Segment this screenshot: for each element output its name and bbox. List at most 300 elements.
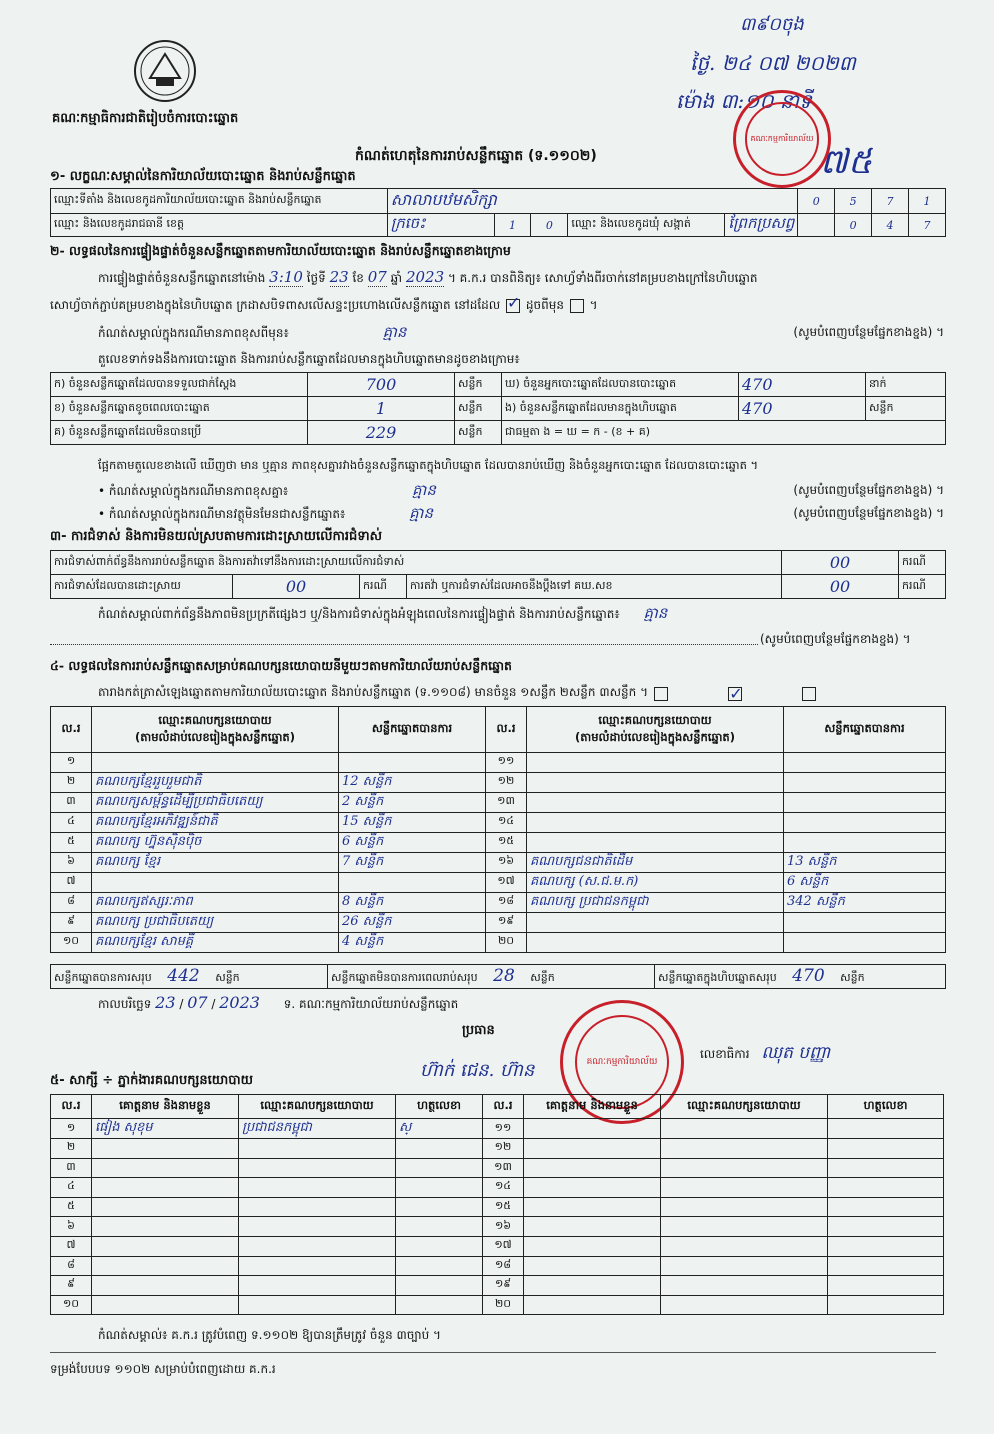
result-party-right xyxy=(527,932,784,952)
complaints-label: ការជំទាស់ពាក់ព័ន្ធនឹងការរាប់សន្លឹកឆ្នោត និងការតវ៉ាទៅនឹងការដោះស្រាយលើការជំទាស់ xyxy=(51,551,782,575)
location-code-4: 1 xyxy=(909,189,946,214)
result-votes-left: 2 សន្លឹក xyxy=(339,792,486,812)
result-votes-right xyxy=(784,812,946,832)
section-4-heading: ៤- លទ្ធផលនៃការរាប់សន្លឹកឆ្នោតសម្រាប់គណបក្សនយោបាយនីមួយៗតាមការិយាល័យរាប់សន្លឹកឆ្នោត xyxy=(50,658,512,673)
complaints-table xyxy=(50,550,946,599)
witness-row xyxy=(51,1236,944,1256)
witness-party-left: ប្រជាជនកម្ពុជា xyxy=(239,1119,396,1139)
results-row xyxy=(51,912,946,932)
commune-code-blank xyxy=(798,214,835,237)
result-party-left: គណបក្សសម្ព័ន្ធដើម្បីប្រជាធិបតេយ្យ xyxy=(92,792,339,812)
results-col-party-left xyxy=(92,707,339,753)
witness-party-right xyxy=(661,1295,828,1315)
result-votes-left: 8 សន្លឹក xyxy=(339,892,486,912)
fig-g-label: គ) ចំនួនសន្លឹកឆ្នោតដែលមិនបានប្រើ xyxy=(51,421,308,445)
verify-month: 07 xyxy=(367,268,387,286)
results-col-party-right xyxy=(527,707,784,753)
witness-name-right xyxy=(524,1178,661,1198)
witness-row xyxy=(51,1276,944,1296)
difference-note-label: កំណត់សម្គាល់ក្នុងករណីមានភាពខុសពីមុន៖ xyxy=(98,326,289,340)
witness-name-right xyxy=(524,1197,661,1217)
province-value: ក្រចេះ xyxy=(387,214,494,237)
fig-ng-unit: សន្លឹក xyxy=(866,397,946,421)
witness-row xyxy=(51,1139,944,1159)
president-title: ប្រធាន xyxy=(462,1023,495,1038)
witness-sig-right xyxy=(828,1139,944,1159)
results-row xyxy=(51,852,946,872)
signing-committee: ទ. គណៈកម្មការិយាល័យរាប់សន្លឹកឆ្នោត xyxy=(283,997,459,1011)
result-no-right: ១៨ xyxy=(486,892,527,912)
witness-no-right: ១៦ xyxy=(483,1217,524,1237)
witness-party-left xyxy=(239,1236,396,1256)
witness-no-right: ១៨ xyxy=(483,1256,524,1276)
witness-row xyxy=(51,1158,944,1178)
result-party-right xyxy=(527,772,784,792)
results-row xyxy=(51,892,946,912)
fig-gh-label: ឃ) ចំនួនអ្នកបោះឆ្នោតដែលបានបោះឆ្នោត xyxy=(502,373,739,397)
fig-k-value: 700 xyxy=(308,373,455,397)
verify-year: 2023 xyxy=(405,268,445,286)
witness-party-right xyxy=(661,1236,828,1256)
resolved-value: 00 xyxy=(233,575,360,599)
fig-formula: ជាធម្មតា ង = ឃ = ក - (ខ + គ) xyxy=(502,421,946,445)
witness-no-right: ១៥ xyxy=(483,1197,524,1217)
results-totals xyxy=(50,964,946,989)
footer-divider xyxy=(50,1352,936,1353)
comparison-text: ផ្អែកតាមតួលេខខាងលើ ឃើញថា មាន ឬគ្មាន ភាពខុសគ្នារវាងចំនួនសន្លឹកឆ្នោតក្នុងហិបឆ្នោត ដែលបានរាប់ឃើញ និងចំនួនអ្នកបោះឆ្នោត ដែលបានបោះឆ្នោត ។ xyxy=(98,458,759,472)
witness-no-left: ៥ xyxy=(51,1197,92,1217)
fig-kh-value: 1 xyxy=(308,397,455,421)
result-votes-left: 12 សន្លឹក xyxy=(339,772,486,792)
witness-col-name-right: គោត្តនាម និងនាមខ្លួន xyxy=(524,1095,661,1119)
witness-no-left: ១០ xyxy=(51,1295,92,1315)
result-votes-right xyxy=(784,772,946,792)
appeal-label: ការតវ៉ា ឬការជំទាស់ដែលអាចនឹងប្តឹងទៅ គឃ.សខ xyxy=(407,575,782,599)
result-party-left: គណបក្សខ្មែរ សាមគ្គី xyxy=(92,932,339,952)
total-box xyxy=(655,965,946,989)
result-no-left: ៥ xyxy=(51,832,92,852)
complaints-case: ករណី xyxy=(899,551,946,575)
date-line: កាលបរិច្ឆេទ 23 / 07 / 2023 ទ. គណៈកម្មការិយាល័យរាប់សន្លឹកឆ្នោត xyxy=(98,993,459,1012)
commune-label: ឈ្មោះ និងលេខកូដឃុំ សង្កាត់ xyxy=(568,214,725,237)
total-valid-label: សន្លឹកឆ្នោតបានការសរុប xyxy=(54,971,152,984)
results-col-votes-right: សន្លឹកឆ្នោតបានការ xyxy=(784,707,946,753)
witness-no-left: ១ xyxy=(51,1119,92,1139)
witness-name-right xyxy=(524,1276,661,1296)
results-col-votes-left: សន្លឹកឆ្នោតបានការ xyxy=(339,707,486,753)
same-label: ដូចពីមុន xyxy=(525,298,564,312)
witness-name-left xyxy=(92,1236,239,1256)
tally-intro: តារាងកត់ត្រាសំឡេងឆ្នោតតាមការិយាល័យបោះឆ្នោត និងរាប់សន្លឹកឆ្នោត (ទ.១១០៨) មានចំនួន ១សន្លឹក ២សន្លឹក ៣សន្លឹក ។ xyxy=(98,685,648,699)
result-no-right: ២០ xyxy=(486,932,527,952)
witness-col-name-left: គោត្តនាម និងនាមខ្លួន xyxy=(92,1095,239,1119)
result-votes-right xyxy=(784,792,946,812)
witness-no-left: ៨ xyxy=(51,1256,92,1276)
witness-name-left xyxy=(92,1197,239,1217)
result-party-right xyxy=(527,753,784,773)
result-no-left: ៨ xyxy=(51,892,92,912)
results-col-no-left: ល.រ xyxy=(51,707,92,753)
witness-no-left: ៣ xyxy=(51,1158,92,1178)
witness-party-left xyxy=(239,1295,396,1315)
witness-sig-right xyxy=(828,1276,944,1296)
handwriting-note-1: ៣៩០ចុង xyxy=(740,14,804,35)
witness-no-right: ១៤ xyxy=(483,1178,524,1198)
result-party-right xyxy=(527,792,784,812)
results-row xyxy=(51,753,946,773)
bullet-foreign xyxy=(98,506,944,521)
result-party-left xyxy=(92,753,339,773)
section-3-heading: ៣- ការជំទាស់ និងការមិនយល់ស្របតាមការដោះស្រាយលើការជំទាស់ xyxy=(50,529,382,544)
result-no-right: ១៦ xyxy=(486,852,527,872)
witness-sig-left xyxy=(396,1178,483,1198)
date-year: 2023 xyxy=(219,993,260,1012)
result-votes-right xyxy=(784,912,946,932)
result-votes-right xyxy=(784,832,946,852)
location-code-1: 0 xyxy=(798,189,835,214)
witness-sig-left: ស្ xyxy=(396,1119,483,1139)
result-party-right: គណបក្ស ប្រជាជនកម្ពុជា xyxy=(527,892,784,912)
witness-no-left: ៤ xyxy=(51,1178,92,1198)
result-no-left: ២ xyxy=(51,772,92,792)
results-col-party-right-sub: (តាមលំដាប់លេខរៀងក្នុងសន្លឹកឆ្នោត) xyxy=(575,729,735,744)
witness-sig-right xyxy=(828,1217,944,1237)
witness-no-right: ២០ xyxy=(483,1295,524,1315)
secretary-name: ឈុត បញ្ញា xyxy=(761,1043,831,1063)
fig-g-unit: សន្លឹក xyxy=(455,421,502,445)
total-box-value: 470 xyxy=(792,966,825,986)
verify-year-label: ឆ្នាំ xyxy=(390,271,403,285)
witness-sig-right xyxy=(828,1158,944,1178)
fig-gh-value: 470 xyxy=(739,373,866,397)
results-col-party-left-sub: (តាមលំដាប់លេខរៀងក្នុងសន្លឹកឆ្នោត) xyxy=(135,729,295,744)
bullet-foreign-label: • កំណត់សម្គាល់ក្នុងករណីមានវត្ថុមិនមែនជាសន្លឹកឆ្នោត៖ xyxy=(98,507,346,521)
result-party-right xyxy=(527,812,784,832)
witness-party-left xyxy=(239,1139,396,1159)
results-col-party-right-title: ឈ្មោះគណបក្សនយោបាយ xyxy=(598,712,712,727)
witness-row xyxy=(51,1217,944,1237)
total-invalid-unit: សន្លឹក xyxy=(530,971,555,984)
result-no-right: ១៣ xyxy=(486,792,527,812)
witness-col-party-right: ឈ្មោះគណបក្សនយោបាយ xyxy=(661,1095,828,1119)
witness-no-right: ១៧ xyxy=(483,1236,524,1256)
witness-party-right xyxy=(661,1197,828,1217)
verify-month-label: ខែ xyxy=(352,271,364,285)
result-party-right xyxy=(527,912,784,932)
province-label: ឈ្មោះ និងលេខកូដរាជធានី ខេត្ត xyxy=(51,214,388,237)
result-party-right: គណបក្សជនជាតិដើម xyxy=(527,852,784,872)
witness-no-left: ៦ xyxy=(51,1217,92,1237)
witness-no-right: ១២ xyxy=(483,1139,524,1159)
bullet-difference-hint: (សូមបំពេញបន្ថែមផ្នែកខាងខ្នង) ។ xyxy=(793,483,944,497)
results-row xyxy=(51,792,946,812)
witness-col-no-right: ល.រ xyxy=(483,1095,524,1119)
result-votes-left xyxy=(339,872,486,892)
results-col-party-left-title: ឈ្មោះគណបក្សនយោបាយ xyxy=(158,712,272,727)
witness-sig-right xyxy=(828,1197,944,1217)
witness-name-right xyxy=(524,1158,661,1178)
witness-party-left xyxy=(239,1197,396,1217)
difference-note xyxy=(98,325,944,340)
result-no-right: ១១ xyxy=(486,753,527,773)
result-no-right: ១៤ xyxy=(486,812,527,832)
witness-party-right xyxy=(661,1119,828,1139)
witness-party-right xyxy=(661,1276,828,1296)
secretary-label: លេខាធិការ xyxy=(700,1047,750,1061)
result-votes-right: 6 សន្លឹក xyxy=(784,872,946,892)
witness-name-left xyxy=(92,1158,239,1178)
result-votes-right xyxy=(784,932,946,952)
section-2-heading: ២- លទ្ធផលនៃការផ្ទៀងផ្ទាត់ចំនួនសន្លឹកឆ្នោតតាមការិយាល័យបោះឆ្នោត និងរាប់សន្លឹកឆ្នោតខាងក្រោម xyxy=(50,243,511,258)
result-votes-right: 342 សន្លឹក xyxy=(784,892,946,912)
witness-no-right: ១៩ xyxy=(483,1276,524,1296)
witness-name-left xyxy=(92,1256,239,1276)
witness-col-sig-right: ហត្ថលេខា xyxy=(828,1095,944,1119)
fig-gh-unit: នាក់ xyxy=(866,373,946,397)
result-votes-left: 7 សន្លឹក xyxy=(339,852,486,872)
total-valid-unit: សន្លឹក xyxy=(215,971,240,984)
witness-name-left xyxy=(92,1295,239,1315)
bullet-foreign-value: គ្មាន xyxy=(409,504,433,522)
witness-party-left xyxy=(239,1256,396,1276)
result-no-right: ១៩ xyxy=(486,912,527,932)
witness-party-right xyxy=(661,1139,828,1159)
result-party-left: គណបក្ស ប្រជាធិបតេយ្យ xyxy=(92,912,339,932)
location-code-2: 5 xyxy=(835,189,872,214)
witness-col-sig-left: ហត្ថលេខា xyxy=(396,1095,483,1119)
witness-name-left xyxy=(92,1276,239,1296)
result-votes-left: 15 សន្លឹក xyxy=(339,812,486,832)
tally-checkboxes xyxy=(652,683,818,702)
verify-time: 3:10 xyxy=(269,268,303,286)
witness-no-right: ១១ xyxy=(483,1119,524,1139)
figures-intro: តួលេខទាក់ទងនឹងការបោះឆ្នោត និងការរាប់សន្លឹកឆ្នោតដែលមានក្នុងហិបឆ្នោតមានដូចខាងក្រោម៖ xyxy=(98,352,520,366)
resolved-case: ករណី xyxy=(360,575,407,599)
witness-party-right xyxy=(661,1178,828,1198)
witness-row xyxy=(51,1178,944,1198)
witness-party-left xyxy=(239,1217,396,1237)
verify-time-label: ការផ្ទៀងផ្ទាត់ចំនួនសន្លឹកឆ្នោតនៅម៉ោង xyxy=(98,271,266,285)
bullet-foreign-hint: (សូមបំពេញបន្ថែមផ្នែកខាងខ្នង) ។ xyxy=(793,506,944,520)
secretary xyxy=(700,1043,831,1063)
handwriting-note-2: ថ្ងៃ. ២៤ ០៧ ២០២៣ xyxy=(690,51,856,75)
result-party-left: គណបក្សខ្មែរអភិវឌ្ឍន៍ជាតិ xyxy=(92,812,339,832)
total-invalid xyxy=(328,965,655,989)
total-valid xyxy=(51,965,328,989)
footer-note: កំណត់សម្គាល់៖ គ.ក.រ ត្រូវបំពេញ ទ.១១០២ ឱ្យបានត្រឹមត្រូវ ចំនួន ៣ច្បាប់ ។ xyxy=(98,1328,441,1342)
witness-name-left: ផៀង សុខុម xyxy=(92,1119,239,1139)
witness-name-right xyxy=(524,1256,661,1276)
result-no-left: ៣ xyxy=(51,792,92,812)
witness-col-no-left: ល.រ xyxy=(51,1095,92,1119)
result-no-right: ១២ xyxy=(486,772,527,792)
witness-name-right xyxy=(524,1217,661,1237)
witness-no-left: ៧ xyxy=(51,1236,92,1256)
checkbox-2-sheets[interactable]: ✓ xyxy=(729,683,743,703)
witness-name-right xyxy=(524,1139,661,1159)
total-box-unit: សន្លឹក xyxy=(840,971,865,984)
witness-sig-right xyxy=(828,1119,944,1139)
committee-name: គណៈកម្មាធិការជាតិរៀបចំការបោះឆ្នោត xyxy=(52,111,239,126)
witness-no-right: ១៣ xyxy=(483,1158,524,1178)
result-party-right: គណបក្ស (ស.ជ.ម.ក) xyxy=(527,872,784,892)
page-title: កំណត់ហេតុនៃការរាប់សន្លឹកឆ្នោត (ទ.១១០២) xyxy=(355,148,597,164)
result-no-left: ៩ xyxy=(51,912,92,932)
commune-value: ព្រែកប្រសព្វ xyxy=(725,214,798,237)
witness-no-left: ២ xyxy=(51,1139,92,1159)
witness-sig-left xyxy=(396,1236,483,1256)
date-label: កាលបរិច្ឆេទ xyxy=(98,997,152,1011)
commune-code-3: 7 xyxy=(909,214,946,237)
official-stamp-bottom: គណៈកម្មការិយាល័យ xyxy=(560,1000,684,1124)
checkbox-same[interactable]: ✓ xyxy=(507,292,521,312)
witness-sig-right xyxy=(828,1295,944,1315)
irregularity-note-label: កំណត់សម្គាល់ពាក់ព័ន្ធនឹងភាពមិនប្រក្រតីផ្សេងៗ ឬ/និងការជំទាស់ក្នុងអំឡុងពេលនៃការផ្ទៀងផ្ទាត់ និងការរាប់សន្លឹកឆ្នោត៖ xyxy=(98,607,620,621)
verify-day: 23 xyxy=(329,268,349,286)
checkbox-1-sheet[interactable] xyxy=(654,687,668,701)
witness-sig-left xyxy=(396,1139,483,1159)
witness-party-left xyxy=(239,1178,396,1198)
witness-col-party-left: ឈ្មោះគណបក្សនយោបាយ xyxy=(239,1095,396,1119)
verification-line-2: សោហ្វ័ចាក់ភ្ជាប់គម្របខាងក្នុងនៃហិបឆ្នោត ក្រដាសបិទពាសលើសន្ទះប្រហោងលើសន្លឹកឆ្នោត នៅដដែល ✓ ដូចពីមុន ។ xyxy=(50,292,598,312)
bullet-difference-label: • កំណត់សម្គាល់ក្នុងករណីមានភាពខុសគ្នា៖ xyxy=(98,484,289,498)
section-5-heading: ៥- សាក្សី ÷ ភ្នាក់ងារគណបក្សនយោបាយ xyxy=(50,1073,253,1088)
results-col-no-right: ល.រ xyxy=(486,707,527,753)
total-valid-value: 442 xyxy=(167,966,200,986)
witness-row xyxy=(51,1197,944,1217)
fig-kh-unit: សន្លឹក xyxy=(455,397,502,421)
commune-code-2: 4 xyxy=(872,214,909,237)
official-stamp-top: គណៈកម្មការិយាល័យ xyxy=(733,90,831,188)
witness-sig-left xyxy=(396,1158,483,1178)
result-votes-right: 13 សន្លឹក xyxy=(784,852,946,872)
date-day: 23 xyxy=(155,993,176,1012)
total-invalid-value: 28 xyxy=(493,966,515,986)
witness-name-left xyxy=(92,1217,239,1237)
fig-ng-value: 470 xyxy=(739,397,866,421)
witness-sig-left xyxy=(396,1197,483,1217)
president-name: ហ៊ាក់ ជេន. ហ៊ាន xyxy=(420,1060,535,1081)
verification-line-1 xyxy=(98,270,758,285)
result-no-right: ១៧ xyxy=(486,872,527,892)
appeal-case: ករណី xyxy=(899,575,946,599)
total-box-label: សន្លឹកឆ្នោតក្នុងហិបឆ្នោតសរុប xyxy=(658,971,777,984)
resolved-label: ការជំទាស់ដែលបានដោះស្រាយ xyxy=(51,575,233,599)
irregularity-hint: (សូមបំពេញបន្ថែមផ្នែកខាងខ្នង) ។ xyxy=(760,632,911,646)
result-votes-right xyxy=(784,753,946,773)
witness-no-left: ៩ xyxy=(51,1276,92,1296)
result-no-left: ១ xyxy=(51,753,92,773)
witness-party-left xyxy=(239,1276,396,1296)
total-invalid-label: សន្លឹកឆ្នោតមិនបានការពេលរាប់សរុប xyxy=(331,971,478,984)
results-row xyxy=(51,772,946,792)
results-row xyxy=(51,832,946,852)
irregularity-note xyxy=(98,606,667,621)
witness-sig-left xyxy=(396,1256,483,1276)
witness-party-right xyxy=(661,1217,828,1237)
checkbox-3-sheets[interactable] xyxy=(802,687,816,701)
fig-k-label: ក) ចំនួនសន្លឹកឆ្នោតដែលបានទទួលជាក់ស្តែង xyxy=(51,373,308,397)
witness-sig-right xyxy=(828,1236,944,1256)
result-votes-left: 6 សន្លឹក xyxy=(339,832,486,852)
location-value: សាលាបឋមសិក្សា xyxy=(387,189,798,214)
witness-sig-left xyxy=(396,1276,483,1296)
witness-party-right xyxy=(661,1158,828,1178)
witness-name-left xyxy=(92,1139,239,1159)
handwriting-note-3: ម៉ោង ៣:១០ នាទី xyxy=(676,89,812,113)
witness-sig-right xyxy=(828,1256,944,1276)
province-code-2: 0 xyxy=(531,214,568,237)
results-table xyxy=(50,706,946,953)
verify-text: ។ គ.ក.រ បានពិនិត្យ៖ សោហ្វ័ទាំងពីរចាក់នៅគម្របខាងក្រៅនៃហិបឆ្នោត xyxy=(447,271,758,285)
result-party-left: គណបក្ស ហ្វ៊ុនស៊ិនប៉ិច xyxy=(92,832,339,852)
figures-table xyxy=(50,372,946,445)
section-1-table xyxy=(50,188,946,237)
appeal-value: 00 xyxy=(782,575,899,599)
results-row xyxy=(51,872,946,892)
handwriting-note-4: ៧៥ xyxy=(820,142,872,182)
result-no-left: ១០ xyxy=(51,932,92,952)
irregularity-dotted-line xyxy=(50,644,758,645)
location-code-3: 7 xyxy=(872,189,909,214)
witness-name-right xyxy=(524,1236,661,1256)
bullet-difference-value: គ្មាន xyxy=(412,481,436,499)
verify-day-label: ថ្ងៃទី xyxy=(306,271,326,285)
footer-form: ទម្រង់បែបបទ ១១០២ សម្រាប់បំពេញដោយ គ.ក.រ xyxy=(50,1362,276,1376)
witness-sig-right xyxy=(828,1178,944,1198)
verify-text-2: សោហ្វ័ចាក់ភ្ជាប់គម្របខាងក្នុងនៃហិបឆ្នោត ក្រដាសបិទពាសលើសន្ទះប្រហោងលើសន្លឹកឆ្នោត នៅដដែល xyxy=(50,298,501,312)
witness-name-right xyxy=(524,1295,661,1315)
witness-sig-left xyxy=(396,1295,483,1315)
witness-table xyxy=(50,1094,944,1315)
result-party-left: គណបក្ស ខ្មែរ xyxy=(92,852,339,872)
fig-ng-label: ង) ចំនួនសន្លឹកឆ្នោតដែលមានក្នុងហិបឆ្នោត xyxy=(502,397,739,421)
province-code-1: 1 xyxy=(494,214,531,237)
witness-name-right xyxy=(524,1119,661,1139)
result-no-left: ៤ xyxy=(51,812,92,832)
difference-note-value: គ្មាន xyxy=(382,323,407,341)
checkbox-different[interactable] xyxy=(570,299,584,313)
nec-emblem-icon xyxy=(132,38,198,104)
result-votes-left: 4 សន្លឹក xyxy=(339,932,486,952)
bullet-difference xyxy=(98,483,944,498)
result-no-right: ១៥ xyxy=(486,832,527,852)
commune-code-1: 0 xyxy=(835,214,872,237)
fig-k-unit: សន្លឹក xyxy=(455,373,502,397)
witness-row xyxy=(51,1256,944,1276)
result-no-left: ៧ xyxy=(51,872,92,892)
results-row xyxy=(51,812,946,832)
result-no-left: ៦ xyxy=(51,852,92,872)
irregularity-note-value: គ្មាន xyxy=(643,604,668,622)
result-votes-left xyxy=(339,753,486,773)
witness-name-left xyxy=(92,1178,239,1198)
section-1-heading: ១- លក្ខណៈសម្គាល់នៃការិយាល័យបោះឆ្នោត និងរាប់សន្លឹកឆ្នោត xyxy=(50,169,356,184)
witness-party-right xyxy=(661,1256,828,1276)
result-party-left xyxy=(92,872,339,892)
location-label: ឈ្មោះទីតាំង និងលេខកូដការិយាល័យបោះឆ្នោត និងរាប់សន្លឹកឆ្នោត xyxy=(51,189,388,214)
fig-kh-label: ខ) ចំនួនសន្លឹកឆ្នោតខូចពេលបោះឆ្នោត xyxy=(51,397,308,421)
result-party-right xyxy=(527,832,784,852)
results-row xyxy=(51,932,946,952)
date-month: 07 xyxy=(187,993,208,1012)
witness-row xyxy=(51,1295,944,1315)
witness-sig-left xyxy=(396,1217,483,1237)
result-party-left: គណបក្សឥស្សរៈភាព xyxy=(92,892,339,912)
complaints-value: 00 xyxy=(782,551,899,575)
result-votes-left: 26 សន្លឹក xyxy=(339,912,486,932)
difference-fill-hint: (សូមបំពេញបន្ថែមផ្នែកខាងខ្នង) ។ xyxy=(793,325,944,339)
